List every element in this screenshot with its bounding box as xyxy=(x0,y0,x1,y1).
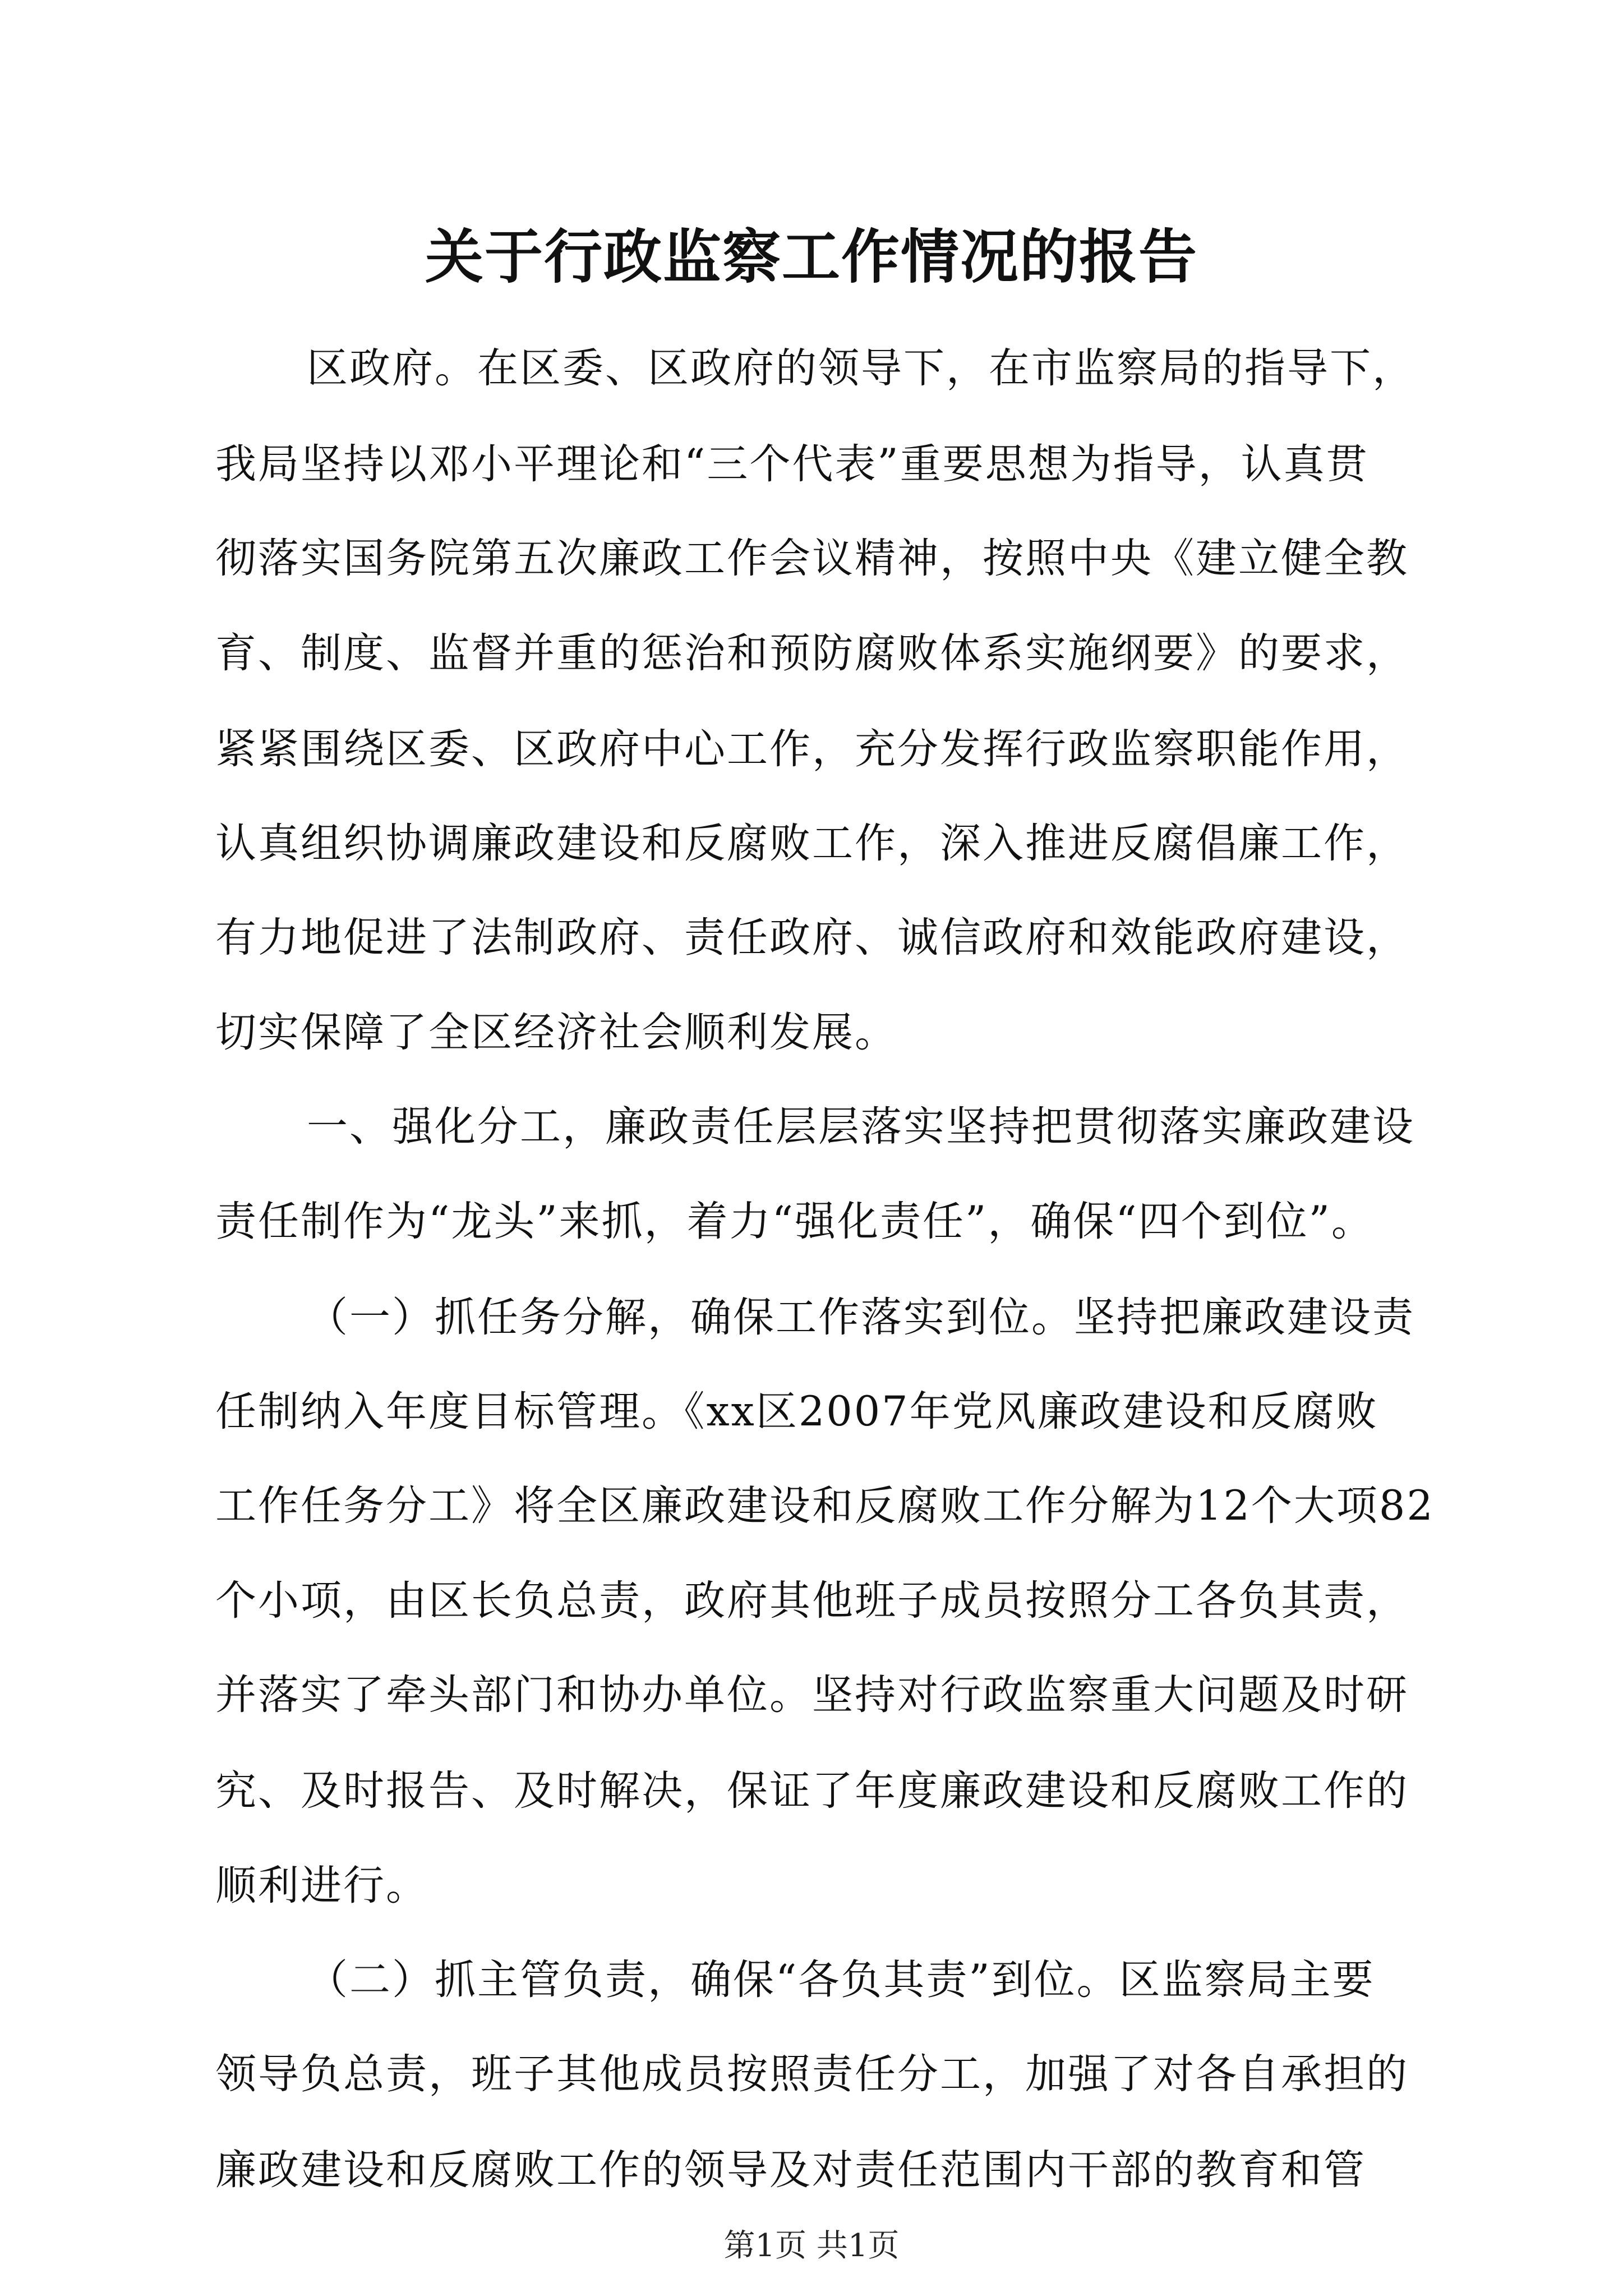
line-text: 个小项，由区长负总责，政府其他班子成员按照分工各负其责， xyxy=(215,1577,1409,1625)
line-text: 切实保障了全区经济社会顺利发展。 xyxy=(215,1009,897,1056)
line-text: 区政府。在区委、区政府的领导下，在市监察局的指导下， xyxy=(307,344,1415,392)
page-footer: 第1页 共1页 xyxy=(723,2228,900,2264)
line-text: 领导负总责，班子其他成员按照责任分工，加强了对各自承担的 xyxy=(215,2050,1409,2098)
line-text: 究、及时报告、及时解决，保证了年度廉政建设和反腐败工作的 xyxy=(215,1767,1409,1815)
line-text: 育、制度、监督并重的惩治和预防腐败体系实施纲要》的要求， xyxy=(215,629,1409,677)
line-text: 有力地促进了法制政府、责任政府、诚信政府和效能政府建设， xyxy=(215,914,1409,961)
line-text: 一、强化分工，廉政责任层层落实坚持把贯彻落实廉政建设 xyxy=(307,1103,1415,1151)
line-text: 任制纳入年度目标管理。《xx区2007年党风廉政建设和反腐败 xyxy=(215,1388,1378,1435)
line-text: 并落实了牵头部门和协办单位。坚持对行政监察重大问题及时研 xyxy=(215,1671,1409,1719)
line-text: 紧紧围绕区委、区政府中心工作，充分发挥行政监察职能作用， xyxy=(215,725,1409,773)
line-text: 廉政建设和反腐败工作的领导及对责任范围内干部的教育和管 xyxy=(215,2146,1366,2194)
line-text: 顺利进行。 xyxy=(215,1862,428,1910)
document-title: 关于行政监察工作情况的报告 xyxy=(425,222,1198,291)
line-text: （一）抓任务分解，确保工作落实到位。坚持把廉政建设责 xyxy=(307,1294,1415,1341)
line-text: 我局坚持以邓小平理论和“三个代表”重要思想为指导，认真贯 xyxy=(215,440,1369,488)
line-text: 认真组织协调廉政建设和反腐败工作，深入推进反腐倡廉工作， xyxy=(215,820,1409,867)
line-text: 责任制作为“龙头”来抓，着力“强化责任”，确保“四个到位”。 xyxy=(215,1198,1374,1245)
line-text: 彻落实国务院第五次廉政工作会议精神，按照中央《建立健全教 xyxy=(215,535,1409,582)
line-text: （二）抓主管负责，确保“各负其责”到位。区监察局主要 xyxy=(307,1956,1375,2004)
line-text: 工作任务分工》将全区廉政建设和反腐败工作分解为12个大项82 xyxy=(215,1482,1435,1530)
